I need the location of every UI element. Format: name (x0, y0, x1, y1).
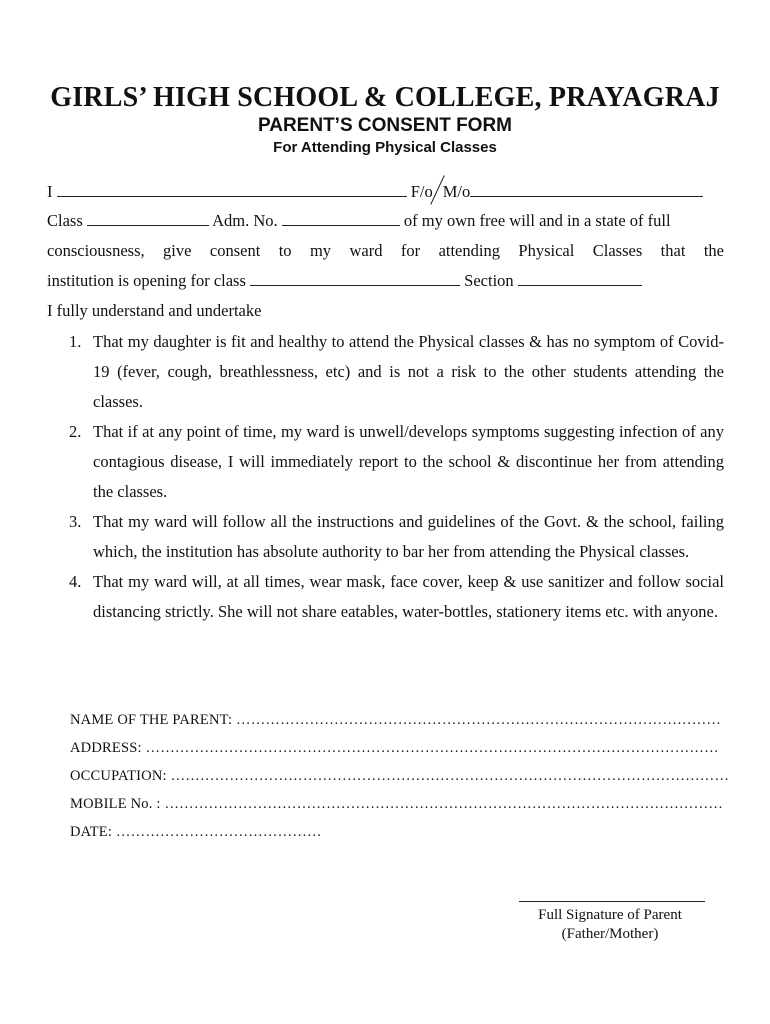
slash-divider (433, 180, 443, 200)
item-text: That if at any point of time, my ward is unwell/develops symptoms suggesting infection of any contagious disease, I will immediately report to the school & discontinue her from attending the classes. (93, 422, 724, 501)
signature-label: Full Signature of Parent (538, 907, 682, 923)
name-blank[interactable] (57, 182, 407, 197)
parent-name-field[interactable] (70, 712, 730, 729)
date-field[interactable] (70, 824, 730, 841)
undertaking-item (47, 567, 724, 627)
school-name: GIRLS’ HIGH SCHOOL & COLLEGE, PRAYAGRAJ (50, 82, 720, 113)
mobile-field[interactable] (70, 796, 730, 813)
mo-label: M/o (442, 182, 471, 201)
declaration-line-3: consciousness, give consent to my ward for attending Physical Classes that the (47, 241, 724, 260)
class-blank[interactable] (87, 211, 209, 226)
parent-name-label: NAME OF THE PARENT: (70, 712, 233, 728)
opening-class-blank[interactable] (250, 271, 460, 286)
item-number: 2. (69, 422, 82, 441)
date-dots: …………………………………… (115, 824, 322, 840)
occupation-field[interactable] (70, 768, 730, 785)
declaration-line-4 (47, 271, 724, 291)
date-label: DATE: (70, 824, 113, 840)
form-title: PARENT’S CONSENT FORM (257, 115, 513, 136)
undertaking-list (47, 327, 724, 627)
declaration-line-1 (47, 180, 724, 202)
fo-label: F/o (410, 182, 433, 201)
item-text: That my daughter is fit and healthy to attend the Physical classes & has no symptom of Covid-19 (fever, cough, breathlessness, etc) and is not a risk to the other students attending the classes. (93, 332, 724, 411)
address-field[interactable] (70, 740, 730, 757)
occupation-dots: …………………………………………………………………………………………………… (170, 768, 730, 784)
mobile-dots: …………………………………………………………………………………………………… (164, 796, 724, 812)
address-dots: ……………………………………………………………………………………………………… (145, 740, 719, 756)
signature-line[interactable] (519, 901, 705, 902)
class-label: Class (47, 211, 83, 230)
item-number: 4. (69, 572, 82, 591)
item-text: That my ward will, at all times, wear mask, face cover, keep & use sanitizer and follow social distancing strictly. She will not share eatables, water-bottles, stationery items etc. with anyone. (93, 572, 724, 621)
item-number: 3. (69, 512, 82, 531)
address-label: ADDRESS: (70, 740, 142, 756)
adm-blank[interactable] (282, 211, 400, 226)
mobile-label: MOBILE No. : (70, 796, 161, 812)
parent-name-dots: ……………………………………………………………………………………… (236, 712, 722, 728)
occupation-label: OCCUPATION: (70, 768, 167, 784)
undertaking-item (47, 417, 724, 507)
item-number: 1. (69, 332, 82, 351)
section-label: Section (464, 271, 514, 290)
signature-sub-label: (Father/Mother) (561, 926, 659, 942)
understand-line: I fully understand and undertake (47, 301, 262, 320)
adm-label: Adm. No. (212, 211, 278, 230)
declaration-line-2 (47, 211, 724, 231)
section-blank[interactable] (518, 271, 642, 286)
line2-text: of my own free will and in a state of full (403, 211, 671, 230)
line4-text: institution is opening for class (47, 271, 246, 290)
undertaking-item (47, 327, 724, 417)
undertaking-item (47, 507, 724, 567)
form-subtitle: For Attending Physical Classes (273, 139, 497, 156)
item-text: That my ward will follow all the instructions and guidelines of the Govt. & the school, failing which, the institution has absolute authority to bar her from attending the Physical classes. (93, 512, 724, 561)
i-label: I (47, 182, 53, 201)
ward-name-blank[interactable] (470, 182, 703, 197)
